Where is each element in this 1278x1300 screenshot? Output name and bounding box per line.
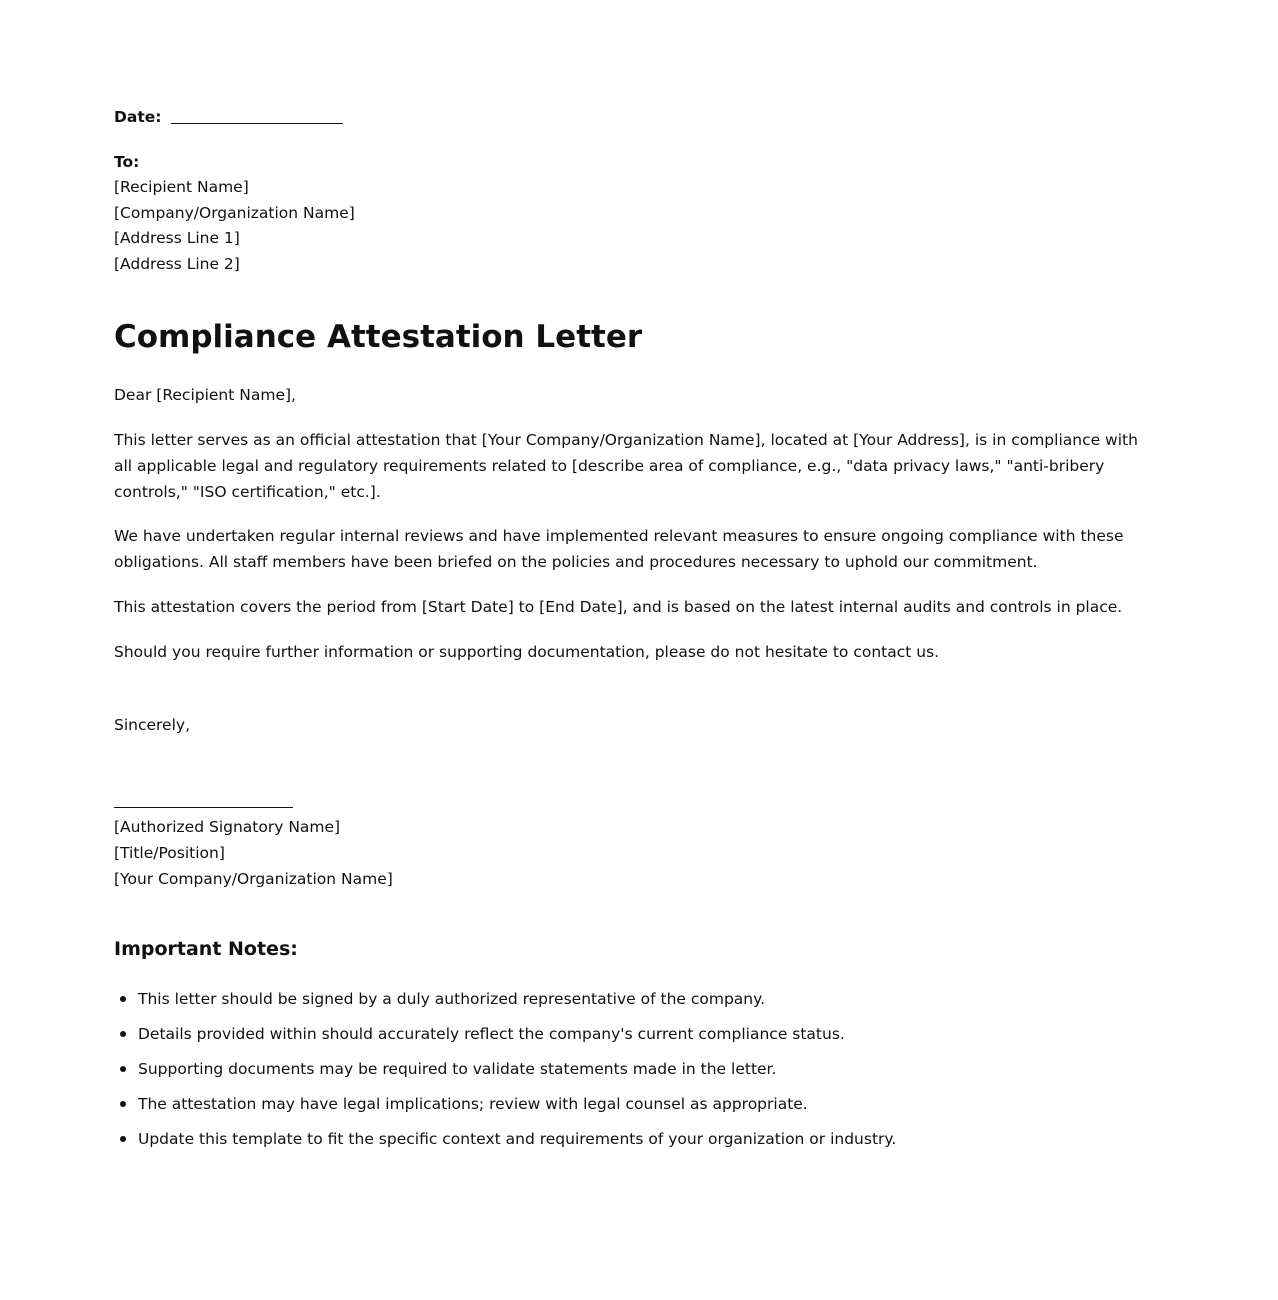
list-item [114,1056,1154,1082]
letter-title: Compliance Attestation Letter [114,319,643,355]
list-item [114,1126,1154,1152]
paragraph-attestation: This letter serves as an official attestation that [Your Company/Organization Name], located at [Your Address], is in compliance with all applicable legal and regulatory requirements related to [describe area of compliance, e.g., "data privacy laws," "anti-bribery controls," "ISO certification," etc.]. [114,431,1138,501]
salutation: Dear [Recipient Name], [114,386,296,404]
bullet-icon [120,1136,126,1142]
bullet-icon [120,1101,126,1107]
recipient-block [114,149,1154,277]
date-blank [171,123,343,124]
paragraph-contact: Should you require further information or supporting documentation, please do not hesitate to contact us. [114,643,940,661]
signatory-company: [Your Company/Organization Name] [114,870,393,888]
bullet-icon [120,996,126,1002]
letter-body [114,104,1154,1161]
signatory-title: [Title/Position] [114,844,225,862]
note-text: This letter should be signed by a duly authorized representative of the company. [138,990,766,1008]
date-line [114,104,1154,130]
paragraph-reviews: We have undertaken regular internal reviews and have implemented relevant measures to ensure ongoing compliance with these obligations. All staff members have been briefed on the policies and procedures necessary to uphold our commitment. [114,527,1124,571]
date-label: Date: [114,108,162,126]
bullet-icon [120,1031,126,1037]
note-text: Details provided within should accurately reflect the company's current compliance status. [138,1025,845,1043]
list-item [114,1091,1154,1117]
note-text: Update this template to fit the specific context and requirements of your organization or industry. [138,1130,897,1148]
list-item [114,1021,1154,1047]
closing: Sincerely, [114,716,191,734]
note-text: The attestation may have legal implications; review with legal counsel as appropriate. [138,1095,808,1113]
list-item [114,986,1154,1012]
recipient-name: [Recipient Name] [114,178,249,196]
recipient-company: [Company/Organization Name] [114,203,355,222]
to-label: To: [114,153,140,171]
paragraph-period: This attestation covers the period from [Start Date] to [End Date], and is based on the latest internal audits and controls in place. [114,598,1123,616]
recipient-address-1: [Address Line 1] [114,229,240,247]
notes-heading: Important Notes: [114,938,298,960]
signatory-name: [Authorized Signatory Name] [114,818,341,836]
bullet-icon [120,1066,126,1072]
signature-line [114,794,293,808]
recipient-address-2: [Address Line 2] [114,254,240,273]
notes-list [114,986,1154,1152]
note-text: Supporting documents may be required to validate statements made in the letter. [138,1060,777,1078]
signatory-block [114,814,1154,892]
